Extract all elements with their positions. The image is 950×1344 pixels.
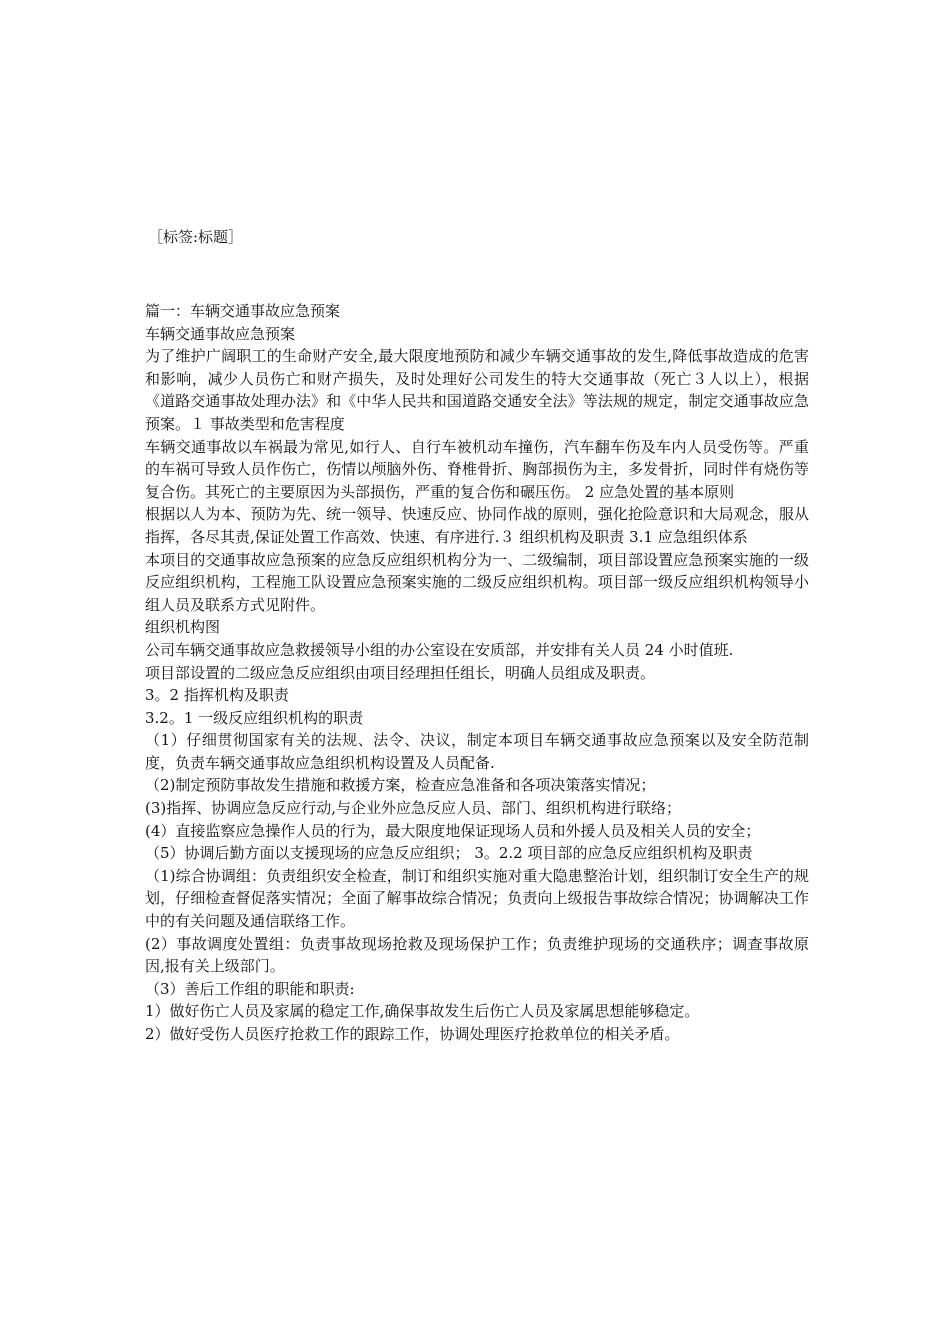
paragraph: (4）直接监察应急操作人员的行为，最大限度地保证现场人员和外援人员及相关人员的安全； (145, 821, 761, 840)
paragraph: 本项目的交通事故应急预案的应急反应组织机构分为一、二级编制，项目部设置应急预案实施的一级反应组织机构，工程施工队设置应急预案实施的二级反应组织机构。项目部一级反应组织机构领导小组人员及联系方式见附件。 (145, 550, 809, 614)
paragraph: 车辆交通事故以车祸最为常见,如行人、自行车被机动车撞伤，汽车翻车伤及车内人员受伤等。严重的车祸可导致人员作伤亡，伤情以颅脑外伤、脊椎骨折、胸部损伤为主，多发骨折，同时伴有烧伤等复合伤。其死亡的主要原因为头部损伤，严重的复合伤和碾压伤。 2 应急处置的基本原则 (145, 437, 809, 501)
tag-line: ［标签:标题］ (148, 228, 244, 246)
paragraph: （5）协调后勤方面以支援现场的应急反应组织； 3。2.2 项目部的应急反应组织机构及职责 (145, 844, 753, 863)
paragraph: 1）做好伤亡人员及家属的稳定工作,确保事故发生后伤亡人员及家属思想能够稳定。 (145, 1002, 700, 1021)
document-body (145, 300, 809, 1046)
section-heading: 篇一：车辆交通事故应急预案 (145, 302, 341, 320)
paragraph: 公司车辆交通事故应急救援领导小组的办公室设在安质部，并安排有关人员 24 小时值班. (145, 640, 734, 659)
paragraph: 项目部设置的二级应急反应组织由项目经理担任组长，明确人员组成及职责。 (145, 663, 656, 682)
paragraph: 为了维护广阔职工的生命财产安全,最大限度地预防和减少车辆交通事故的发生,降低事故造成的危害和影响，减少人员伤亡和财产损失，及时处理好公司发生的特大交通事故（死亡３人以上），根据《道路交通事故处理办法》和《中华人民共和国道路交通安全法》等法规的规定，制定交通事故应急预案。１ 事故类型和危害程度 (145, 347, 809, 433)
paragraph: （1)综合协调组：负责组织安全检查，制订和组织实施对重大隐患整治计划，组织制订安全生产的规划，仔细检查督促落实情况；全面了解事故综合情况；负责向上级报告事故综合情况；协调解决工作中的有关问题及通信联络工作。 (145, 866, 809, 931)
paragraph: （2)制定预防事故发生措施和救援方案，检查应急准备和各项决策落实情况； (145, 776, 656, 795)
paragraph: （1）仔细贯彻国家有关的法规、法令、决议，制定本项目车辆交通事故应急预案以及安全防范制度，负责车辆交通事故应急组织机构设置及人员配备. (145, 731, 809, 772)
paragraph: (2）事故调度处置组：负责事故现场抢救及现场保护工作；负责维护现场的交通秩序；调查事故原因,报有关上级部门。 (145, 934, 809, 976)
paragraph: 2）做好受伤人员医疗抢救工作的跟踪工作，协调处理医疗抢救单位的相关矛盾。 (145, 1025, 680, 1043)
document-title: 车辆交通事故应急预案 (145, 324, 296, 343)
paragraph: 3。2 指挥机构及职责 (145, 686, 289, 705)
paragraph: （3）善后工作组的职能和职责: (145, 979, 355, 998)
paragraph: 根据以人为本、预防为先、统一领导、快速反应、协同作战的原则，强化抢险意识和大局观念，服从指挥，各尽其责,保证处置工作高效、快速、有序进行.３ 组织机构及职责 3.1 应急组织体系 (145, 505, 809, 546)
paragraph: 3.2。1 一级反应组织机构的职责 (145, 708, 364, 727)
paragraph: (3)指挥、协调应急反应行动,与企业外应急反应人员、部门、组织机构进行联络； (145, 799, 682, 818)
paragraph: 组织机构图 (145, 618, 221, 637)
